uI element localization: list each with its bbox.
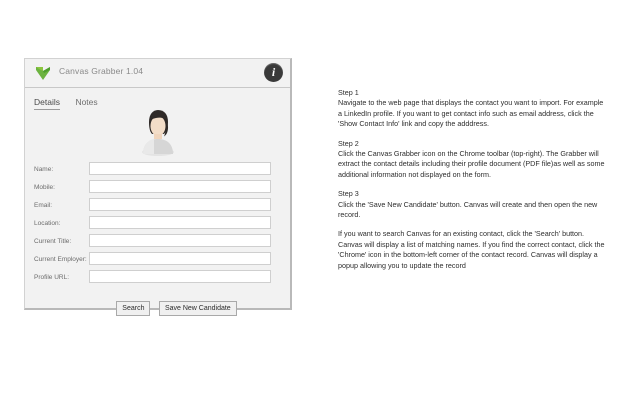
current-employer-input[interactable]	[89, 252, 271, 265]
info-icon-glyph: i	[271, 65, 276, 79]
button-row	[25, 297, 290, 316]
email-input[interactable]	[89, 198, 271, 211]
form-row-name	[25, 162, 290, 180]
step-2-heading: Step 2	[338, 138, 359, 148]
instruction-step-2	[338, 139, 606, 181]
form-row-location	[25, 216, 290, 234]
label-current-title: Current Title:	[34, 238, 72, 245]
label-email: Email:	[34, 202, 53, 209]
form-row-current-employer	[25, 252, 290, 270]
form-row-profile-url	[25, 270, 290, 288]
step-1-heading: Step 1	[338, 88, 359, 97]
instruction-search-note	[338, 229, 606, 271]
info-icon[interactable]	[264, 63, 283, 82]
label-location: Location:	[34, 220, 61, 227]
form-row-current-title	[25, 234, 290, 252]
person-avatar-icon	[136, 108, 180, 156]
step-2-body: Click the Canvas Grabber icon on the Chrome toolbar (top-right). The Grabber will extract the contact details including their profile document (PDF file)as well as some additional information not displayed on the form.	[338, 149, 605, 179]
search-note-body: If you want to search Canvas for an existing contact, click the 'Search' button. Canvas will display a list of matching names. If you find the correct contact, click the 'Chrome' icon in the bottom-left corner of the contact record. Canvas will display a popup allowing you to update the record	[338, 229, 605, 270]
contact-form	[25, 158, 290, 316]
avatar-container	[25, 108, 290, 158]
canvas-grabber-popup	[24, 58, 292, 310]
label-mobile: Mobile:	[34, 184, 55, 191]
save-new-candidate-button[interactable]: Save New Candidate	[159, 301, 237, 316]
tab-bar	[25, 88, 290, 108]
form-row-mobile	[25, 180, 290, 198]
current-title-input[interactable]	[89, 234, 271, 247]
tab-notes[interactable]: Notes	[75, 97, 98, 107]
tab-details[interactable]: Details	[34, 97, 60, 110]
popup-header	[25, 59, 290, 88]
mobile-input[interactable]	[89, 180, 271, 193]
form-row-email	[25, 198, 290, 216]
search-button[interactable]: Search	[116, 301, 150, 316]
location-input[interactable]	[89, 216, 271, 229]
label-current-employer: Current Employer:	[34, 256, 87, 263]
instruction-step-3	[338, 189, 606, 220]
name-input[interactable]	[89, 162, 271, 175]
instruction-step-1	[338, 88, 606, 130]
label-name: Name:	[34, 166, 54, 173]
step-1-body: Navigate to the web page that displays the contact you want to import. For example a LinkedIn profile. If you want to get contact info such as email address, click the 'Show Contact Info' link and copy the adddress.	[338, 98, 604, 129]
step-3-heading: Step 3	[338, 189, 359, 199]
instructions-panel	[338, 88, 606, 271]
step-3-body: Click the 'Save New Candidate' button. Canvas will create and then open the new record.	[338, 199, 598, 220]
app-title: Canvas Grabber 1.04	[59, 66, 144, 76]
label-profile-url: Profile URL:	[34, 274, 70, 281]
profile-url-input[interactable]	[89, 270, 271, 283]
green-v-logo-icon	[33, 63, 53, 83]
